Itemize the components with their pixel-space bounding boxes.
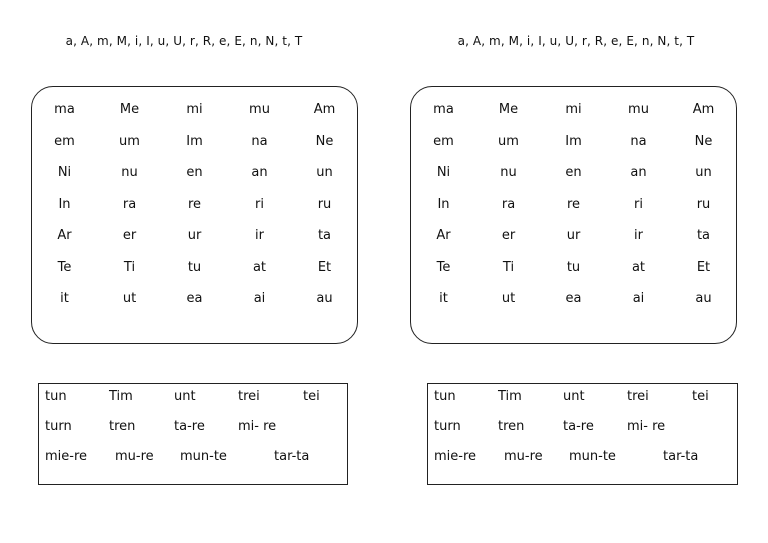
syllable-box <box>31 86 358 344</box>
word-row <box>45 419 341 435</box>
word-item: unt <box>174 389 196 404</box>
syllable-cell: ai <box>632 291 645 306</box>
syllable-cell: au <box>695 291 712 306</box>
word-item: tei <box>303 389 320 404</box>
word-row <box>45 449 341 465</box>
syllable-cell: em <box>433 133 454 149</box>
word-item: trei <box>238 389 260 404</box>
syllable-cell: it <box>439 291 448 306</box>
syllable-cell: Ne <box>315 133 334 149</box>
letter-list: a, A, m, M, i, I, u, U, r, R, e, E, n, N, t, T <box>65 34 303 48</box>
word-item: tei <box>692 389 709 404</box>
syllable-cell: nu <box>121 165 138 180</box>
syllable-cell: ru <box>696 196 711 212</box>
word-item: tren <box>498 419 525 434</box>
syllable-cell: at <box>252 259 267 275</box>
syllable-cell: um <box>119 133 140 149</box>
syllable-cell: na <box>630 133 647 149</box>
syllable-cell: an <box>251 165 268 180</box>
syllable-cell: re <box>187 196 202 212</box>
word-item: tar-ta <box>274 449 310 464</box>
syllable-cell: ta <box>696 228 711 243</box>
syllable-cell: ai <box>253 291 266 306</box>
syllable-cell: In <box>58 196 71 212</box>
syllable-cell: ur <box>187 228 202 243</box>
word-item: mun-te <box>569 449 616 464</box>
word-item: tun <box>434 389 456 404</box>
syllable-cell: Am <box>692 102 715 117</box>
syllable-cell: Me <box>119 102 140 117</box>
syllable-grid <box>411 103 736 324</box>
syllable-cell: an <box>630 165 647 180</box>
syllable-cell: re <box>566 196 581 212</box>
syllable-cell: Me <box>498 102 519 117</box>
word-item: mu-re <box>504 449 543 464</box>
syllable-cell: ra <box>122 196 137 212</box>
syllable-cell: mi <box>186 102 203 117</box>
syllable-cell: ir <box>634 228 643 243</box>
syllable-cell: en <box>565 165 582 180</box>
syllable-cell: un <box>316 165 333 180</box>
syllable-cell: tu <box>566 259 581 275</box>
syllable-cell: em <box>54 133 75 149</box>
syllable-cell: Ne <box>694 133 713 149</box>
syllable-cell: Im <box>565 133 582 149</box>
syllable-cell: In <box>437 196 450 212</box>
word-row <box>434 449 731 465</box>
word-item: mie-re <box>434 449 477 464</box>
worksheet-right <box>384 0 768 543</box>
syllable-cell: mu <box>249 102 270 117</box>
syllable-cell: Am <box>313 102 336 117</box>
word-item: ta-re <box>563 419 594 434</box>
word-item: mie-re <box>45 449 88 464</box>
syllable-cell: en <box>186 165 203 180</box>
syllable-cell: Te <box>57 259 72 275</box>
syllable-cell: Te <box>436 259 451 275</box>
word-item: mu-re <box>115 449 154 464</box>
syllable-cell: ur <box>566 228 581 243</box>
syllable-cell: ru <box>317 196 332 212</box>
syllable-cell: mi <box>565 102 582 117</box>
word-item: Tim <box>109 389 133 404</box>
word-item: turn <box>434 419 461 434</box>
word-box <box>427 383 738 485</box>
syllable-cell: ir <box>255 228 264 243</box>
word-row <box>434 419 731 435</box>
word-item: tun <box>45 389 67 404</box>
syllable-cell: mu <box>628 102 649 117</box>
syllable-cell: er <box>501 228 516 243</box>
syllable-cell: nu <box>500 165 517 180</box>
syllable-cell: Ti <box>502 259 515 275</box>
syllable-cell: ma <box>433 102 454 117</box>
syllable-cell: ma <box>54 102 75 117</box>
syllable-cell: na <box>251 133 268 149</box>
word-item: trei <box>627 389 649 404</box>
syllable-cell: Im <box>186 133 203 149</box>
syllable-cell: at <box>631 259 646 275</box>
syllable-cell: ta <box>317 228 332 243</box>
syllable-cell: ri <box>634 196 643 212</box>
syllable-cell: au <box>316 291 333 306</box>
word-item: turn <box>45 419 72 434</box>
syllable-cell: um <box>498 133 519 149</box>
word-item: tren <box>109 419 136 434</box>
word-row <box>45 389 341 405</box>
syllable-grid <box>32 103 357 324</box>
syllable-cell: Ni <box>57 165 72 180</box>
word-item: unt <box>563 389 585 404</box>
syllable-cell: Ti <box>123 259 136 275</box>
syllable-cell: ri <box>255 196 264 212</box>
word-item: mun-te <box>180 449 227 464</box>
syllable-cell: ut <box>122 291 137 306</box>
syllable-cell: ut <box>501 291 516 306</box>
syllable-cell: Ar <box>57 228 72 243</box>
word-item: mi- re <box>238 419 277 434</box>
syllable-cell: Et <box>696 259 711 275</box>
syllable-cell: Ar <box>436 228 451 243</box>
word-item: mi- re <box>627 419 666 434</box>
letter-list: a, A, m, M, i, I, u, U, r, R, e, E, n, N, t, T <box>457 34 695 48</box>
word-box <box>38 383 348 485</box>
syllable-cell: Et <box>317 259 332 275</box>
word-item: ta-re <box>174 419 205 434</box>
syllable-cell: ea <box>565 291 582 306</box>
word-item: Tim <box>498 389 522 404</box>
syllable-cell: ea <box>186 291 203 306</box>
syllable-cell: ra <box>501 196 516 212</box>
word-item: tar-ta <box>663 449 699 464</box>
syllable-cell: Ni <box>436 165 451 180</box>
syllable-cell: er <box>122 228 137 243</box>
syllable-cell: un <box>695 165 712 180</box>
syllable-cell: it <box>60 291 69 306</box>
syllable-box <box>410 86 737 344</box>
syllable-cell: tu <box>187 259 202 275</box>
word-row <box>434 389 731 405</box>
